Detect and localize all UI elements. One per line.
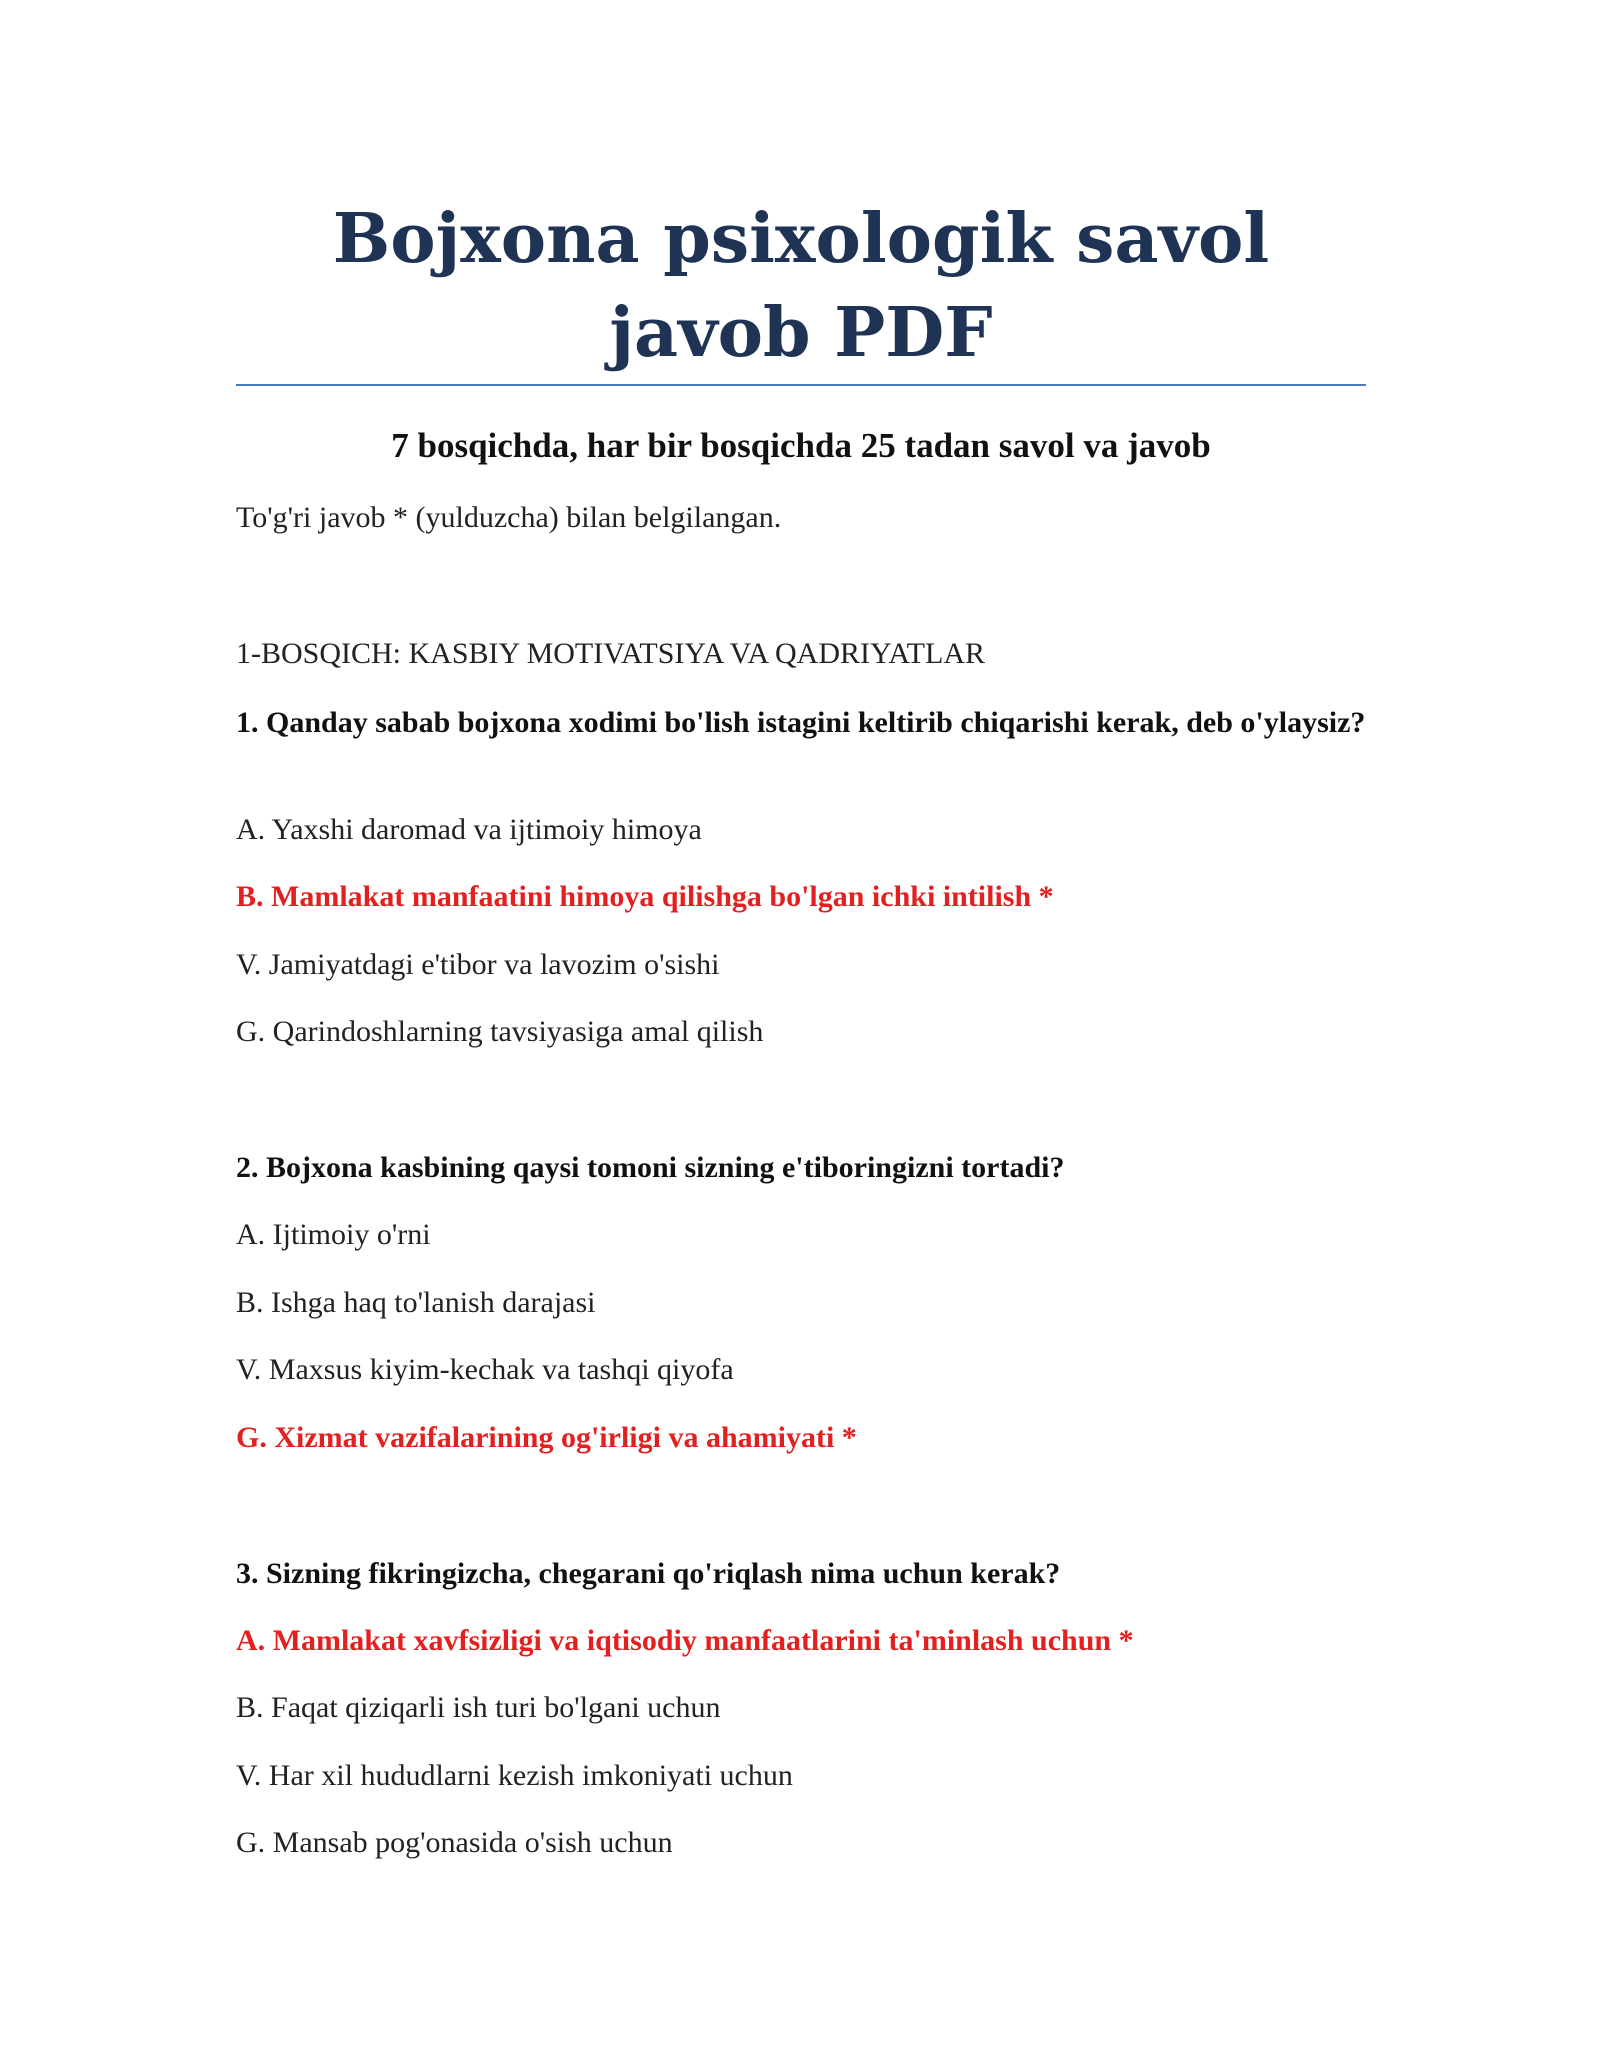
- document-subtitle: 7 bosqichda, har bir bosqichda 25 tadan savol va javob: [391, 426, 1211, 465]
- question-2-option-v: V. Maxsus kiyim-kechak va tashqi qiyofa: [236, 1353, 734, 1386]
- question-1-option-g: G. Qarindoshlarning tavsiyasiga amal qilish: [236, 1015, 764, 1048]
- section-heading: 1-BOSQICH: KASBIY MOTIVATSIYA VA QADRIYATLAR: [236, 637, 985, 670]
- question-1-option-v: V. Jamiyatdagi e'tibor va lavozim o'sishi: [236, 948, 720, 981]
- question-2-option-a: A. Ijtimoiy o'rni: [236, 1218, 431, 1251]
- question-3-option-v: V. Har xil hududlarni kezish imkoniyati uchun: [236, 1759, 793, 1792]
- question-3-option-b: B. Faqat qiziqarli ish turi bo'lgani uchun: [236, 1691, 721, 1724]
- question-3-option-g: G. Mansab pog'onasida o'sish uchun: [236, 1826, 673, 1859]
- question-1-option-b-correct: B. Mamlakat manfaatini himoya qilishga bo'lgan ichki intilish *: [236, 880, 1054, 913]
- question-2-option-b: B. Ishga haq to'lanish darajasi: [236, 1286, 596, 1319]
- question-1: 1. Qanday sabab bojxona xodimi bo'lish istagini keltirib chiqarishi kerak, deb o'ylaysiz?: [236, 706, 1366, 739]
- answer-key-note: To'g'ri javob * (yulduzcha) bilan belgilangan.: [236, 501, 782, 534]
- question-1-option-a: A. Yaxshi daromad va ijtimoiy himoya: [236, 813, 702, 846]
- question-2: 2. Bojxona kasbining qaysi tomoni sizning e'tiboringizni tortadi?: [236, 1151, 1065, 1184]
- question-2-option-g-correct: G. Xizmat vazifalarining og'irligi va ahamiyati *: [236, 1421, 857, 1454]
- document-title: Bojxona psixologik savol javob PDF: [332, 199, 1270, 373]
- title-divider: [236, 384, 1366, 386]
- question-3-option-a-correct: A. Mamlakat xavfsizligi va iqtisodiy manfaatlarini ta'minlash uchun *: [236, 1624, 1134, 1657]
- question-3: 3. Sizning fikringizcha, chegarani qo'riqlash nima uchun kerak?: [236, 1557, 1061, 1590]
